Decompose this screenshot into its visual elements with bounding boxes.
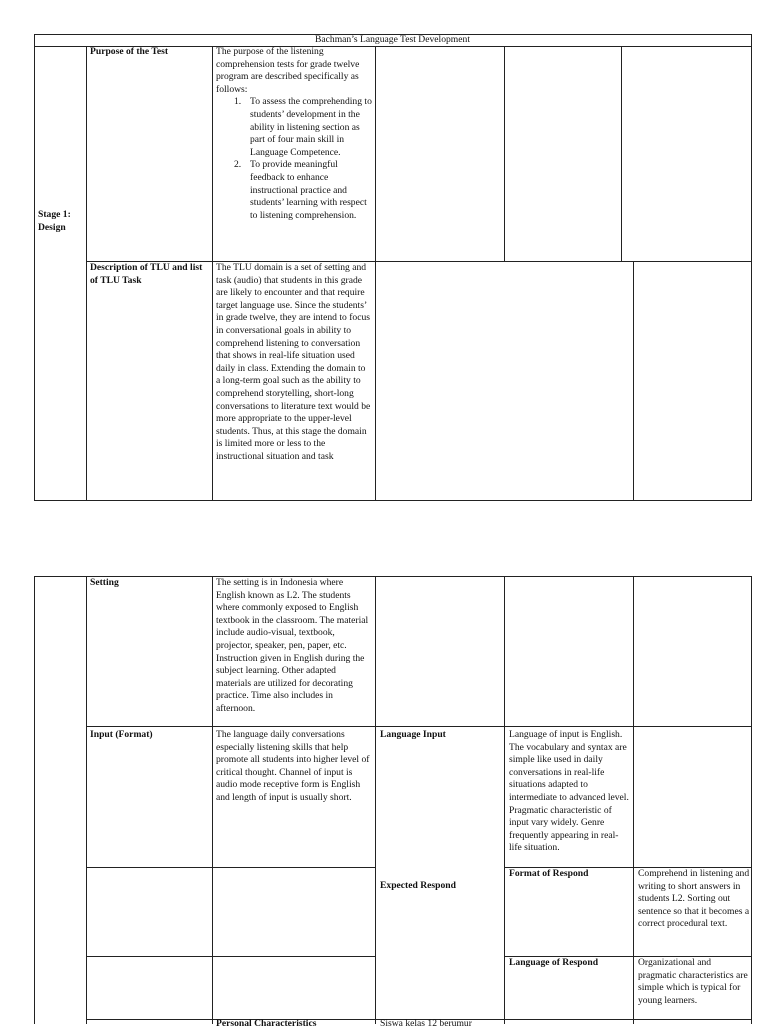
purpose-list — [216, 96, 372, 222]
table-title: Bachman’s Language Test Development — [314, 34, 470, 45]
purpose-label: Purpose of the Test — [90, 46, 169, 57]
language-respond-label: Language of Respond — [509, 957, 599, 968]
purpose-cell — [216, 46, 372, 222]
input-label: Input (Format) — [90, 729, 153, 740]
setting-label: Setting — [90, 577, 119, 588]
tlu-text: The TLU domain is a set of setting and task (audio) that students in this grade are likely to encounter and that require target language use. Since the students’ in grade twelve, they are intend to focus in conversational goals in ability to comprehend listening to conversation that shows in real-life situation used daily in class. Extending the domain to a long-term goal such as the ability to comprehend storytelling, short-long conversations to literature text would be more appropriate to the upper-level students. Thus, at this stage the domain is limited more or less to the instructional situation and task — [216, 262, 371, 462]
input-text: The language daily conversations especially listening skills that help promote all students into higher level of critical thought. Channel of input is audio mode receptive form is English and length of input is usually short. — [216, 729, 370, 803]
stage-label: Stage 1: Design — [38, 209, 71, 233]
list-item — [216, 96, 372, 159]
list-item — [216, 159, 372, 222]
list-text: To assess the comprehending to students’ development in the ability in listening section as part of four main skill in Language Competence. — [250, 96, 372, 158]
setting-text: The setting is in Indonesia where English known as L2. The students where commonly exposed to English textbook in the classroom. The material include audio-visual, textbook, projector, speaker, pen, paper, etc. Instruction given in English during the subject learning. Other adapted materials are utilized for decorating practice. Time also includes in afternoon. — [216, 577, 369, 714]
list-number: 2. — [234, 159, 242, 171]
format-respond-label: Format of Respond — [509, 868, 589, 879]
tlu-label: Description of TLU and list of TLU Task — [90, 262, 203, 286]
list-number: 1. — [234, 96, 242, 108]
personal-characteristics-label: Personal Characteristics — [216, 1018, 317, 1029]
purpose-intro: The purpose of the listening comprehension tests for grade twelve program are described specifically as follows: — [216, 46, 360, 95]
list-text: To provide meaningful feedback to enhance instructional practice and students’ learning with respect to listening comprehension. — [250, 159, 367, 221]
format-respond-text: Comprehend in listening and writing to short answers in students L2. Sorting out sentence so that it becomes a correct procedural text. — [638, 868, 750, 930]
language-input-label: Language Input — [380, 729, 446, 740]
personal-characteristics-text: Siswa kelas 12 berumur — [380, 1018, 472, 1029]
language-input-text: Language of input is English. The vocabulary and syntax are simple like used in daily conversations in real-life situations adapted to intermediate to advanced level. Pragmatic characteristic of input vary widely. Genre frequently appearing in real-life situation. — [509, 729, 629, 854]
expected-respond-label: Expected Respond — [380, 880, 456, 891]
language-respond-text: Organizational and pragmatic characteristics are simple which is typical for young learners. — [638, 957, 748, 1006]
